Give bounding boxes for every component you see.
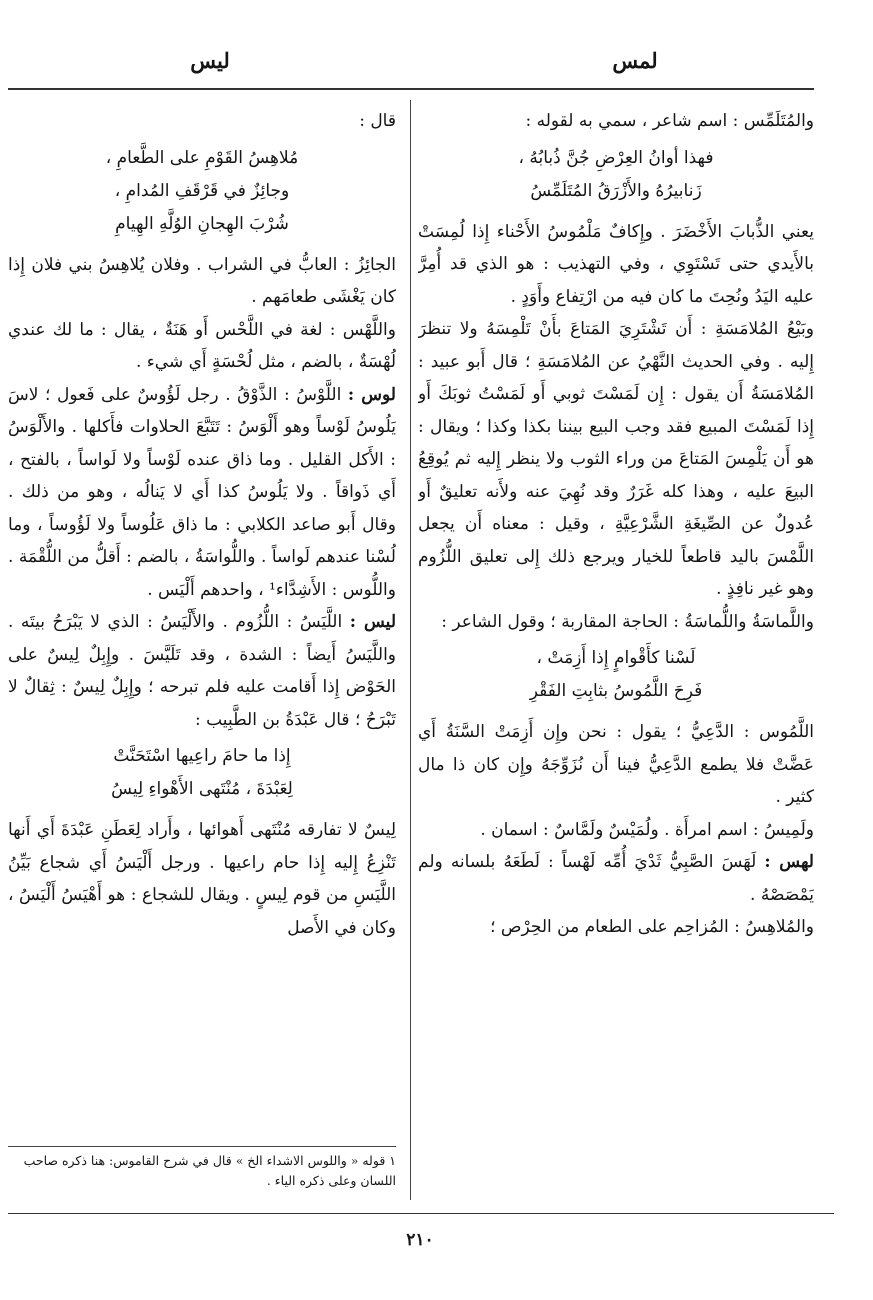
- headword: لهس :: [764, 852, 814, 872]
- verse: [418, 142, 814, 208]
- paragraph: [8, 814, 396, 944]
- paragraph-text: اللَّيَسُ : اللُّزُوم . والأَلْيَسُ : الذي لا يَبْرَحُ بيتَه . واللَّيَسُ أَيضاً : الشدة ، وقد تَلَيَّسَ . وإِبِلٌ لِيسٌ على الحَوْض إِذا أَقامت عليه فلم تبرحه ؛ وإِبِلٌ لِيسٌ : ثِقالٌ لا تَبْرَحُ ؛ قال عَبْدَةُ بن الطَّبِيب :: [8, 612, 396, 730]
- headword: ليس :: [349, 612, 396, 632]
- verse-line: شُرْبَ الهِجانِ الوُلَّهِ الهِيامِ: [115, 213, 289, 234]
- paragraph: [8, 379, 396, 607]
- paragraph-text: واللَّهْس : لغة في اللَّحْس أَو هَنَةٌ ، يقال : ما لك عندي لُهْسَةٌ ، بالضم ، مثل لُحْسَةٍ أَي شيء .: [8, 319, 396, 372]
- verse-line: فهذا أوانُ العِرْضِ جُنَّ ذُبابُهُ ،: [518, 147, 714, 168]
- footnote: [8, 1146, 396, 1191]
- verse-line: وجائِزٌ في قَرْقَفِ المُدامِ ،: [114, 180, 290, 201]
- paragraph-text: ولَمِيسُ : اسم امرأَة . ولُمَيْسٌ ولَمَّاسٌ : اسمان .: [480, 819, 814, 840]
- paragraph: [418, 716, 814, 814]
- paragraph-text: الجائِزُ : العابُّ في الشراب . وفلان يُلاهِسُ بني فلان إِذا كان يَغْشَى طعامَهم .: [8, 254, 396, 307]
- paragraph: [418, 911, 814, 944]
- paragraph: [8, 606, 396, 736]
- headword: لوس :: [347, 384, 396, 405]
- paragraph-text: قال :: [359, 111, 396, 131]
- verse: [8, 740, 396, 806]
- verse-line: إِذا ما حامَ راعِيها اسْتَحَنَّتْ: [113, 746, 291, 766]
- running-header-right: لمس: [612, 48, 658, 73]
- right-column: [418, 105, 814, 1205]
- paragraph-text: واللَّماسَةُ واللُّماسَةُ : الحاجة المقاربة ؛ وقول الشاعر :: [441, 611, 814, 632]
- paragraph: [418, 606, 814, 639]
- paragraph: [8, 105, 396, 138]
- running-header-left: ليس: [190, 48, 230, 73]
- left-column: [8, 105, 396, 1205]
- verse-line: مُلاهِسُ القَوْمِ على الطَّعامِ ،: [105, 147, 299, 168]
- paragraph: [418, 105, 814, 138]
- paragraph-text: اللَّوْسُ : الذَّوْقُ . رجل لَؤُوسٌ على فَعول ؛ لاسَ يَلُوسُ لَوْساً وهو أَلْوَسُ : تَتَبَّعَ الحلاوات فأَكلها . والأَلْوَسُ : الأَكل القليل . وما ذاق عنده لَوْساً ولا لَواساً ، بالفتح ، أَي ذَواقاً . ولا يَلُوسُ كذا أَي لا يَنالُه ، وهو من ذلك . وقال أَبو صاعد الكلابي : ما ذاق عَلُوساً ولا لَؤُوساً ، وما لُسْنا عندهم لَواساً . واللُّواسَةُ ، بالضم : أَقلُّ من اللُّقْمَة . واللُّوس : الأَشِدَّاء¹ ، واحدهم أَلْيَس .: [8, 384, 396, 600]
- paragraph-text: والمُلاهِسُ : المُزاحِم على الطعام من الحِرْص ؛: [490, 917, 814, 937]
- footer-rule: [8, 1213, 834, 1214]
- paragraph-text: اللَّمُوس : الدَّعِيُّ ؛ يقول : نحن وإِن أَزِمَتْ السَّنَةُ أَي عَضَّتْ فلا يطمع الدَّعِيُّ فينا أَن نُزَوِّجَهُ وإِن كان ذا مال كثير .: [418, 722, 814, 807]
- paragraph-text: لِيسٌ لا تفارقه مُنْتَهى أَهوائها ، وأَراد لِعَطَنِ عَبْدَةَ أَي أَنها تَنْزِعُ إِليه إِذا حام راعيها . ورجل أَلْيَسُ أَي شجاع بَيِّنُ اللَّيَسِ من قوم لِيسٍ . ويقال للشجاع : هو أَهْيَسُ أَلْيَسُ ، وكان في الأَصل: [8, 820, 396, 938]
- paragraph: [418, 313, 814, 606]
- paragraph: [418, 814, 814, 847]
- column-divider: [410, 100, 411, 1200]
- page-number: ٢١٠: [406, 1230, 434, 1250]
- header-rule: [8, 88, 814, 90]
- paragraph-text: وبَيْعُ المُلامَسَةِ : أَن تَشْتَرِيَ المَتاعَ بأَنْ تَلْمِسَهُ ولا تنظرَ إِليه . وفي الحديث النَّهْيُ عن المُلامَسَةِ ؛ قال أَبو عبيد : المُلامَسَةُ أَن يقول : إِن لَمَسْتَ ثوبي أَو لَمَسْتُ ثوبَكَ أَو إِذا لَمَسْتَ المبيع فقد وجب البيع بيننا بكذا وكذا ؛ ويقال : هو أَن يَلْمِسَ المَتاعَ من وراء الثوب ولا ينظر إِليه ثم يُوقِعُ البيعَ عليه ، وهذا كله غَرَرٌ وقد نُهِيَ عنه ولأَنه تعليقٌ أَو عُدولٌ عن الصِّيغَةِ الشَّرْعِيَّةِ ، وقيل : معناه أَن يجعل اللَّمْسَ باليد قاطعاً للخيار ويرجع ذلك إِلى تعليق اللُّزُوم وهو غير نافِذٍ .: [418, 319, 814, 599]
- footnote-text: ١ قوله « واللوس الاشداء الخ » قال في شرح القاموس: هنا ذكره صاحب اللسان وعلى ذكره الياء .: [23, 1153, 396, 1188]
- verse-line: فَرِحَ اللَّمُوسُ بثابِتِ الفَقْرِ: [529, 681, 703, 701]
- verse-line: زَنابيرُهُ والأَزْرَقُ المُتَلَمِّسُ: [530, 180, 702, 201]
- verse: [418, 642, 814, 708]
- verse: [8, 142, 396, 241]
- paragraph-text: والمُتَلَمِّس : اسم شاعر ، سمي به لقوله :: [525, 111, 814, 131]
- verse-line: لَسْنا كأَقْوامٍ إِذا أَزِمَتْ ،: [536, 648, 696, 668]
- paragraph: [8, 249, 396, 314]
- paragraph-text: لَهَسَ الصَّبِيُّ ثَدْيَ أُمِّه لَهْساً : لَطَعَهُ بلسانه ولم يَمْصَصْهُ .: [418, 852, 814, 905]
- paragraph: [418, 216, 814, 314]
- paragraph: [8, 314, 396, 379]
- verse-line: لِعَبْدَةَ ، مُنْتَهى الأَهْواءِ لِيسُ: [111, 779, 293, 799]
- paragraph-text: يعني الذُّبابَ الأَخْضَرَ . وإِكافٌ مَلْمُوسُ الأَحْناء إِذا لُمِسَتْ بالأَيدي حتى تَسْتَوِي ، وفي التهذيب : هو الذي قد أُمِرَّ عليه اليَدُ ونُحِتَ ما كان فيه من ارْتِفاع وأَوَدٍ .: [418, 221, 814, 307]
- paragraph: [418, 846, 814, 911]
